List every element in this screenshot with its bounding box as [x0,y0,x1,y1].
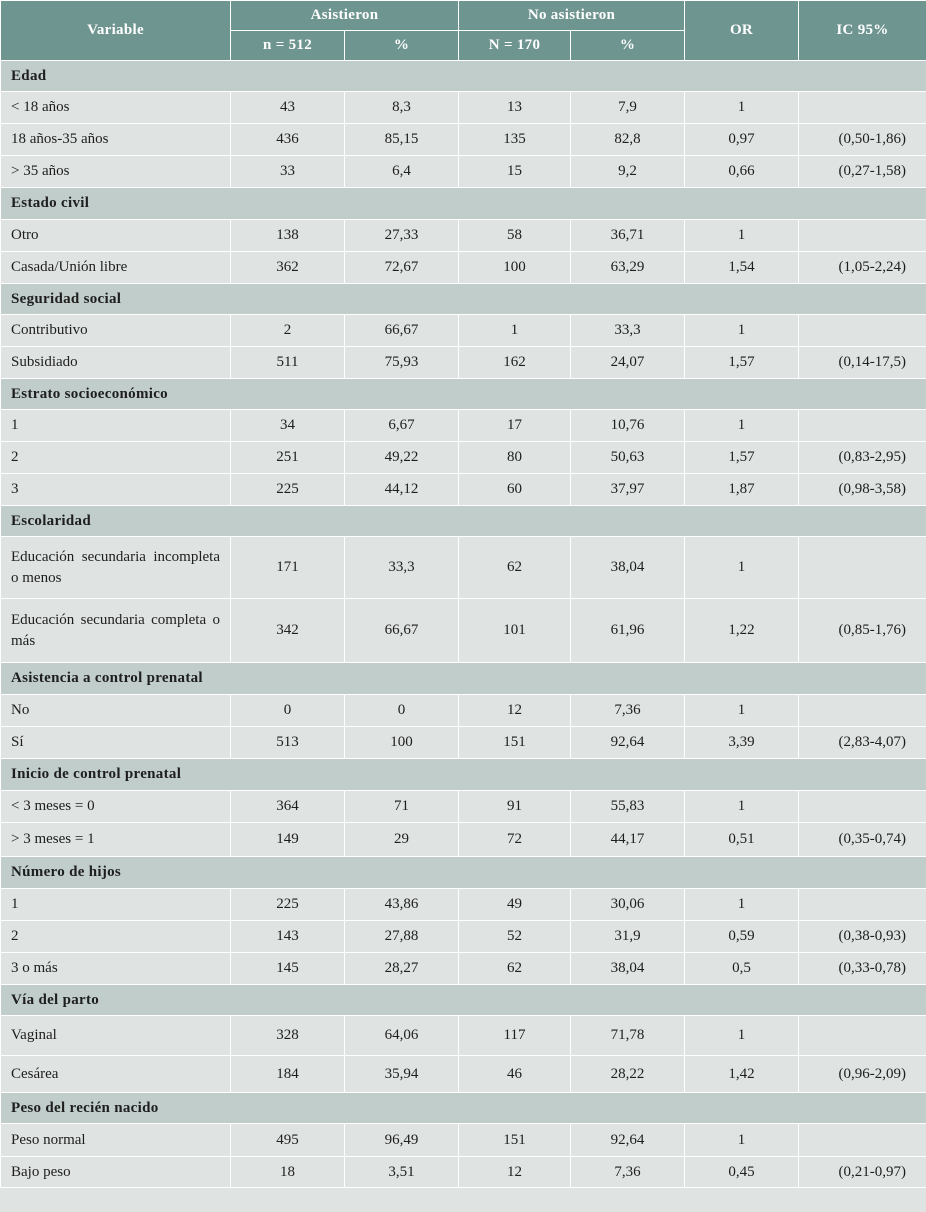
cell-ic: (0,98-3,58) [799,474,926,506]
row-label: > 35 años [1,156,231,188]
cell-or: 1 [685,315,799,347]
header-pct-asistieron: % [345,31,459,61]
cell-n-asistieron: 33 [231,156,345,188]
group-row [1,188,926,220]
cell-pct-asistieron: 29 [345,823,459,857]
row-label: 1 [1,889,231,921]
cell-ic [799,220,926,252]
cell-or: 1 [685,791,799,823]
table-row [1,315,926,347]
row-label: Bajo peso [1,1157,231,1188]
table-row [1,347,926,379]
cell-n-no-asistieron: 52 [459,921,571,953]
cell-ic [799,410,926,442]
group-title: Escolaridad [1,506,926,537]
cell-or: 0,5 [685,953,799,985]
group-row [1,284,926,315]
cell-or: 0,45 [685,1157,799,1188]
table-row [1,791,926,823]
row-label: 2 [1,921,231,953]
table-row [1,124,926,156]
table-row [1,92,926,124]
cell-pct-asistieron: 44,12 [345,474,459,506]
cell-ic: (0,50-1,86) [799,124,926,156]
cell-or: 1,42 [685,1056,799,1093]
cell-n-no-asistieron: 58 [459,220,571,252]
table-row [1,410,926,442]
cell-pct-asistieron: 33,3 [345,537,459,599]
cell-or: 0,97 [685,124,799,156]
cell-or: 0,66 [685,156,799,188]
table-row [1,1157,926,1188]
cell-pct-asistieron: 85,15 [345,124,459,156]
cell-pct-asistieron: 6,67 [345,410,459,442]
cell-pct-asistieron: 75,93 [345,347,459,379]
cell-n-no-asistieron: 135 [459,124,571,156]
group-row [1,759,926,791]
row-label: 1 [1,410,231,442]
cell-ic [799,695,926,727]
cell-or: 1,54 [685,252,799,284]
cell-or: 1 [685,889,799,921]
cell-pct-asistieron: 72,67 [345,252,459,284]
cell-pct-no-asistieron: 82,8 [571,124,685,156]
group-row [1,985,926,1016]
header-or: OR [685,1,799,61]
cell-pct-no-asistieron: 92,64 [571,1124,685,1157]
cell-n-asistieron: 495 [231,1124,345,1157]
cell-ic [799,889,926,921]
cell-n-no-asistieron: 15 [459,156,571,188]
row-label: Sí [1,727,231,759]
row-label: > 3 meses = 1 [1,823,231,857]
cell-pct-no-asistieron: 38,04 [571,953,685,985]
header-ic: IC 95% [799,1,926,61]
cell-pct-no-asistieron: 9,2 [571,156,685,188]
cell-n-no-asistieron: 60 [459,474,571,506]
group-row [1,1093,926,1124]
group-row [1,506,926,537]
table-row [1,1124,926,1157]
cell-n-no-asistieron: 100 [459,252,571,284]
group-row [1,61,926,92]
cell-n-no-asistieron: 13 [459,92,571,124]
cell-ic: (0,83-2,95) [799,442,926,474]
cell-ic: (0,35-0,74) [799,823,926,857]
group-title: Edad [1,61,926,92]
cell-ic: (2,83-4,07) [799,727,926,759]
cell-n-no-asistieron: 91 [459,791,571,823]
cell-n-asistieron: 362 [231,252,345,284]
row-label: No [1,695,231,727]
group-row [1,663,926,695]
cell-pct-asistieron: 64,06 [345,1016,459,1056]
cell-n-no-asistieron: 49 [459,889,571,921]
row-label: 2 [1,442,231,474]
cell-or: 1 [685,695,799,727]
row-label: < 3 meses = 0 [1,791,231,823]
cell-pct-no-asistieron: 7,36 [571,1157,685,1188]
group-title: Estrato socioeconómico [1,379,926,410]
cell-n-asistieron: 34 [231,410,345,442]
table-row [1,252,926,284]
cell-or: 1 [685,537,799,599]
cell-pct-asistieron: 35,94 [345,1056,459,1093]
cell-n-asistieron: 513 [231,727,345,759]
cell-n-no-asistieron: 72 [459,823,571,857]
row-label: Casada/Unión libre [1,252,231,284]
row-label: Contributivo [1,315,231,347]
group-title: Asistencia a control prenatal [1,663,926,695]
cell-n-no-asistieron: 151 [459,727,571,759]
cell-n-asistieron: 225 [231,889,345,921]
cell-pct-no-asistieron: 38,04 [571,537,685,599]
cell-n-no-asistieron: 12 [459,1157,571,1188]
cell-or: 1 [685,1016,799,1056]
cell-pct-no-asistieron: 63,29 [571,252,685,284]
table-row [1,220,926,252]
group-title: Peso del recién nacido [1,1093,926,1124]
cell-n-no-asistieron: 80 [459,442,571,474]
cell-or: 1 [685,410,799,442]
cell-ic: (1,05-2,24) [799,252,926,284]
cell-n-asistieron: 149 [231,823,345,857]
cell-or: 0,51 [685,823,799,857]
cell-pct-no-asistieron: 7,36 [571,695,685,727]
table-row [1,599,926,663]
row-label: 3 [1,474,231,506]
row-label: Vaginal [1,1016,231,1056]
cell-ic [799,1016,926,1056]
table-header [1,1,926,61]
cell-n-no-asistieron: 1 [459,315,571,347]
cell-or: 1,87 [685,474,799,506]
cell-pct-asistieron: 49,22 [345,442,459,474]
cell-n-asistieron: 145 [231,953,345,985]
row-label: Peso normal [1,1124,231,1157]
cell-ic: (0,38-0,93) [799,921,926,953]
cell-or: 1 [685,92,799,124]
row-label: Educación secundaria incompleta o menos [1,537,231,599]
table-row [1,953,926,985]
header-no-asistieron: No asistieron [459,1,685,31]
cell-pct-asistieron: 43,86 [345,889,459,921]
cell-pct-asistieron: 8,3 [345,92,459,124]
cell-or: 1 [685,220,799,252]
cell-pct-no-asistieron: 92,64 [571,727,685,759]
row-label: Subsidiado [1,347,231,379]
cell-n-no-asistieron: 62 [459,537,571,599]
cell-n-asistieron: 184 [231,1056,345,1093]
table-row [1,889,926,921]
cell-pct-no-asistieron: 50,63 [571,442,685,474]
cell-pct-asistieron: 66,67 [345,599,459,663]
cell-pct-no-asistieron: 36,71 [571,220,685,252]
cell-n-no-asistieron: 162 [459,347,571,379]
table-row [1,727,926,759]
cell-pct-asistieron: 96,49 [345,1124,459,1157]
header-asistieron: Asistieron [231,1,459,31]
cell-pct-no-asistieron: 44,17 [571,823,685,857]
cell-pct-asistieron: 100 [345,727,459,759]
cell-pct-no-asistieron: 28,22 [571,1056,685,1093]
cell-pct-asistieron: 66,67 [345,315,459,347]
cell-pct-asistieron: 3,51 [345,1157,459,1188]
group-title: Inicio de control prenatal [1,759,926,791]
cell-or: 1,57 [685,347,799,379]
cell-n-asistieron: 18 [231,1157,345,1188]
cell-pct-no-asistieron: 31,9 [571,921,685,953]
group-title: Número de hijos [1,857,926,889]
cell-ic: (0,14-17,5) [799,347,926,379]
row-label: < 18 años [1,92,231,124]
cell-pct-asistieron: 0 [345,695,459,727]
cell-n-no-asistieron: 17 [459,410,571,442]
cell-n-asistieron: 171 [231,537,345,599]
cell-n-asistieron: 143 [231,921,345,953]
cell-n-asistieron: 251 [231,442,345,474]
header-n-asistieron: n = 512 [231,31,345,61]
cell-n-no-asistieron: 101 [459,599,571,663]
header-variable: Variable [1,1,231,61]
cell-pct-no-asistieron: 61,96 [571,599,685,663]
cell-pct-no-asistieron: 33,3 [571,315,685,347]
table-row [1,921,926,953]
cell-ic: (0,85-1,76) [799,599,926,663]
cell-n-asistieron: 0 [231,695,345,727]
cell-or: 1,22 [685,599,799,663]
cell-n-no-asistieron: 151 [459,1124,571,1157]
cell-pct-no-asistieron: 24,07 [571,347,685,379]
cell-n-no-asistieron: 12 [459,695,571,727]
cell-ic [799,791,926,823]
cell-pct-no-asistieron: 30,06 [571,889,685,921]
row-label: Otro [1,220,231,252]
cell-n-asistieron: 342 [231,599,345,663]
cell-n-no-asistieron: 117 [459,1016,571,1056]
row-label: Educación secundaria completa o más [1,599,231,663]
row-label: 18 años-35 años [1,124,231,156]
cell-pct-no-asistieron: 55,83 [571,791,685,823]
group-title: Estado civil [1,188,926,220]
cell-pct-asistieron: 71 [345,791,459,823]
cell-or: 0,59 [685,921,799,953]
cell-pct-asistieron: 27,33 [345,220,459,252]
table-body [1,61,926,1188]
group-row [1,379,926,410]
table-row [1,474,926,506]
cell-ic [799,1124,926,1157]
cell-pct-no-asistieron: 37,97 [571,474,685,506]
header-n-no-asistieron: N = 170 [459,31,571,61]
table-row [1,823,926,857]
cell-ic: (0,27-1,58) [799,156,926,188]
table-row [1,442,926,474]
table-row [1,695,926,727]
cell-or: 1,57 [685,442,799,474]
cell-or: 1 [685,1124,799,1157]
cell-ic: (0,96-2,09) [799,1056,926,1093]
cell-n-asistieron: 43 [231,92,345,124]
cell-n-asistieron: 436 [231,124,345,156]
header-pct-no-asistieron: % [571,31,685,61]
table-row [1,1016,926,1056]
cell-pct-no-asistieron: 71,78 [571,1016,685,1056]
cell-pct-no-asistieron: 10,76 [571,410,685,442]
cell-n-asistieron: 138 [231,220,345,252]
group-title: Seguridad social [1,284,926,315]
cell-ic: (0,33-0,78) [799,953,926,985]
cell-pct-no-asistieron: 7,9 [571,92,685,124]
group-title: Vía del parto [1,985,926,1016]
cell-n-no-asistieron: 62 [459,953,571,985]
row-label: 3 o más [1,953,231,985]
cell-n-asistieron: 328 [231,1016,345,1056]
cell-pct-asistieron: 28,27 [345,953,459,985]
cell-n-asistieron: 511 [231,347,345,379]
row-label: Cesárea [1,1056,231,1093]
cell-n-asistieron: 2 [231,315,345,347]
cell-pct-asistieron: 6,4 [345,156,459,188]
cell-n-no-asistieron: 46 [459,1056,571,1093]
cell-pct-asistieron: 27,88 [345,921,459,953]
cell-or: 3,39 [685,727,799,759]
cell-n-asistieron: 364 [231,791,345,823]
cell-n-asistieron: 225 [231,474,345,506]
table-row [1,537,926,599]
cell-ic [799,315,926,347]
table-row [1,1056,926,1093]
cell-ic [799,92,926,124]
group-row [1,857,926,889]
cell-ic: (0,21-0,97) [799,1157,926,1188]
table-row [1,156,926,188]
cell-ic [799,537,926,599]
